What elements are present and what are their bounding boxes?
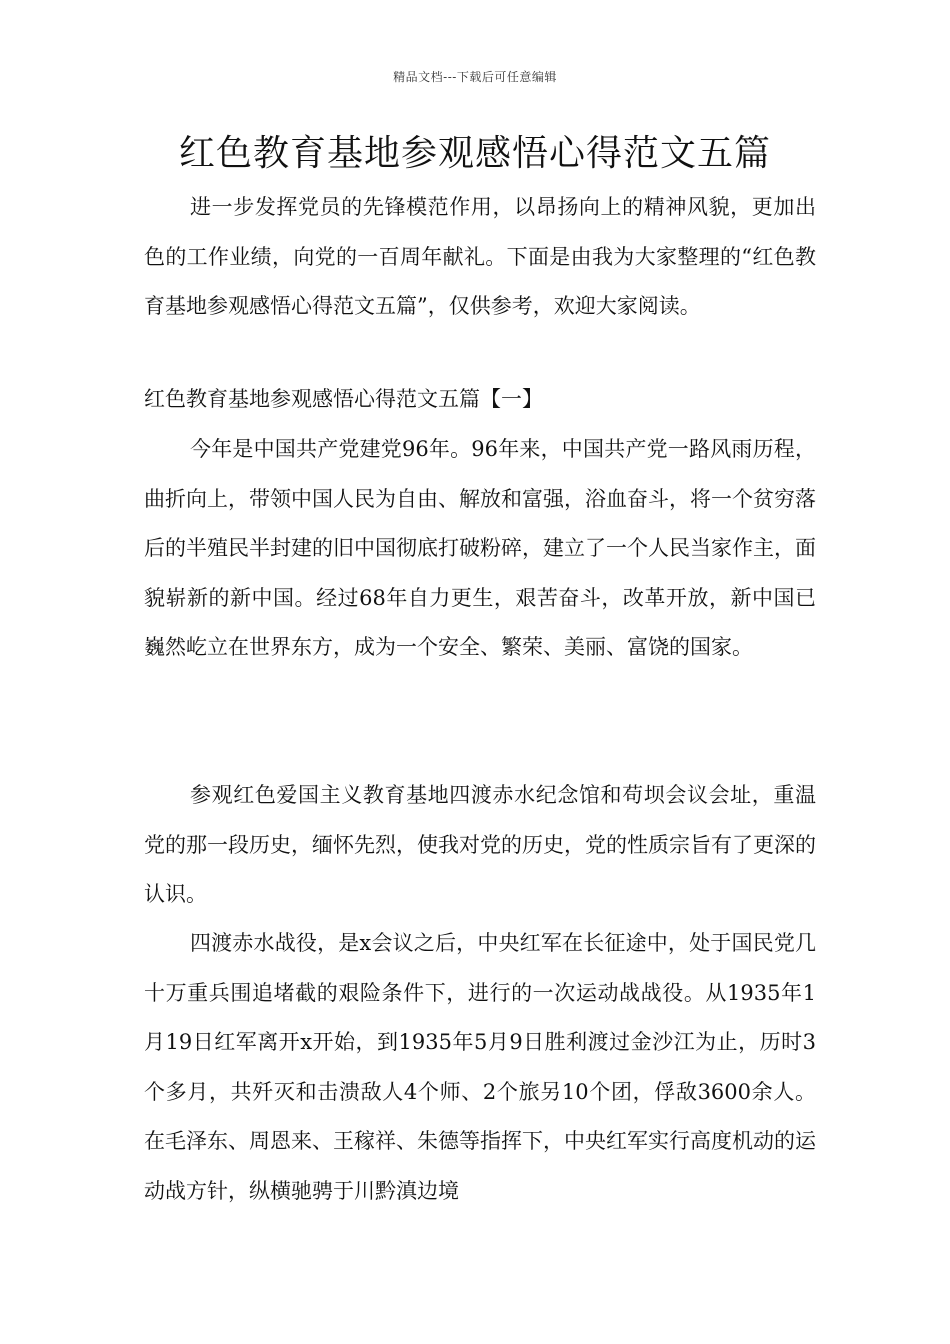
page-header: 精品文档---下载后可任意编辑: [393, 70, 557, 84]
body-paragraph-1: 今年是中国共产党建党96年。96年来，中国共产党一路风雨历程，曲折向上，带领中国人民为自由、解放和富强，浴血奋斗，将一个贫穷落后的半殖民半封建的旧中国彻底打破粉碎，建立了一个人民当家作主，面貌崭新的新中国。经过68年自力更生，艰苦奋斗，改革开放，新中国已巍然屹立在世界东方，成为一个安全、繁荣、美丽、富饶的国家。: [144, 437, 816, 659]
body-paragraph-3: 四渡赤水战役，是x会议之后，中央红军在长征途中，处于国民党几十万重兵围追堵截的艰险条件下，进行的一次运动战战役。从1935年1月19日红军离开x开始，到1935年5月9日胜利渡过金沙江为止，历时3个多月，共歼灭和击溃敌人4个师、2个旅另10个团，俘敌3600余人。在毛泽东、周恩来、王稼祥、朱德等指挥下，中央红军实行高度机动的运动战方针，纵横驰骋于川黔滇边境: [144, 931, 816, 1203]
section-heading: 红色教育基地参观感悟心得范文五篇【一】: [144, 387, 543, 411]
intro-paragraph: 进一步发挥党员的先锋模范作用，以昂扬向上的精神风貌，更加出色的工作业绩，向党的一百周年献礼。下面是由我为大家整理的“红色教育基地参观感悟心得范文五篇”，仅供参考，欢迎大家阅读。: [144, 195, 816, 318]
body-paragraph-2: 参观红色爱国主义教育基地四渡赤水纪念馆和苟坝会议会址，重温党的那一段历史，缅怀先烈，使我对党的历史，党的性质宗旨有了更深的认识。: [144, 783, 816, 906]
document-title: 红色教育基地参观感悟心得范文五篇: [178, 133, 771, 174]
